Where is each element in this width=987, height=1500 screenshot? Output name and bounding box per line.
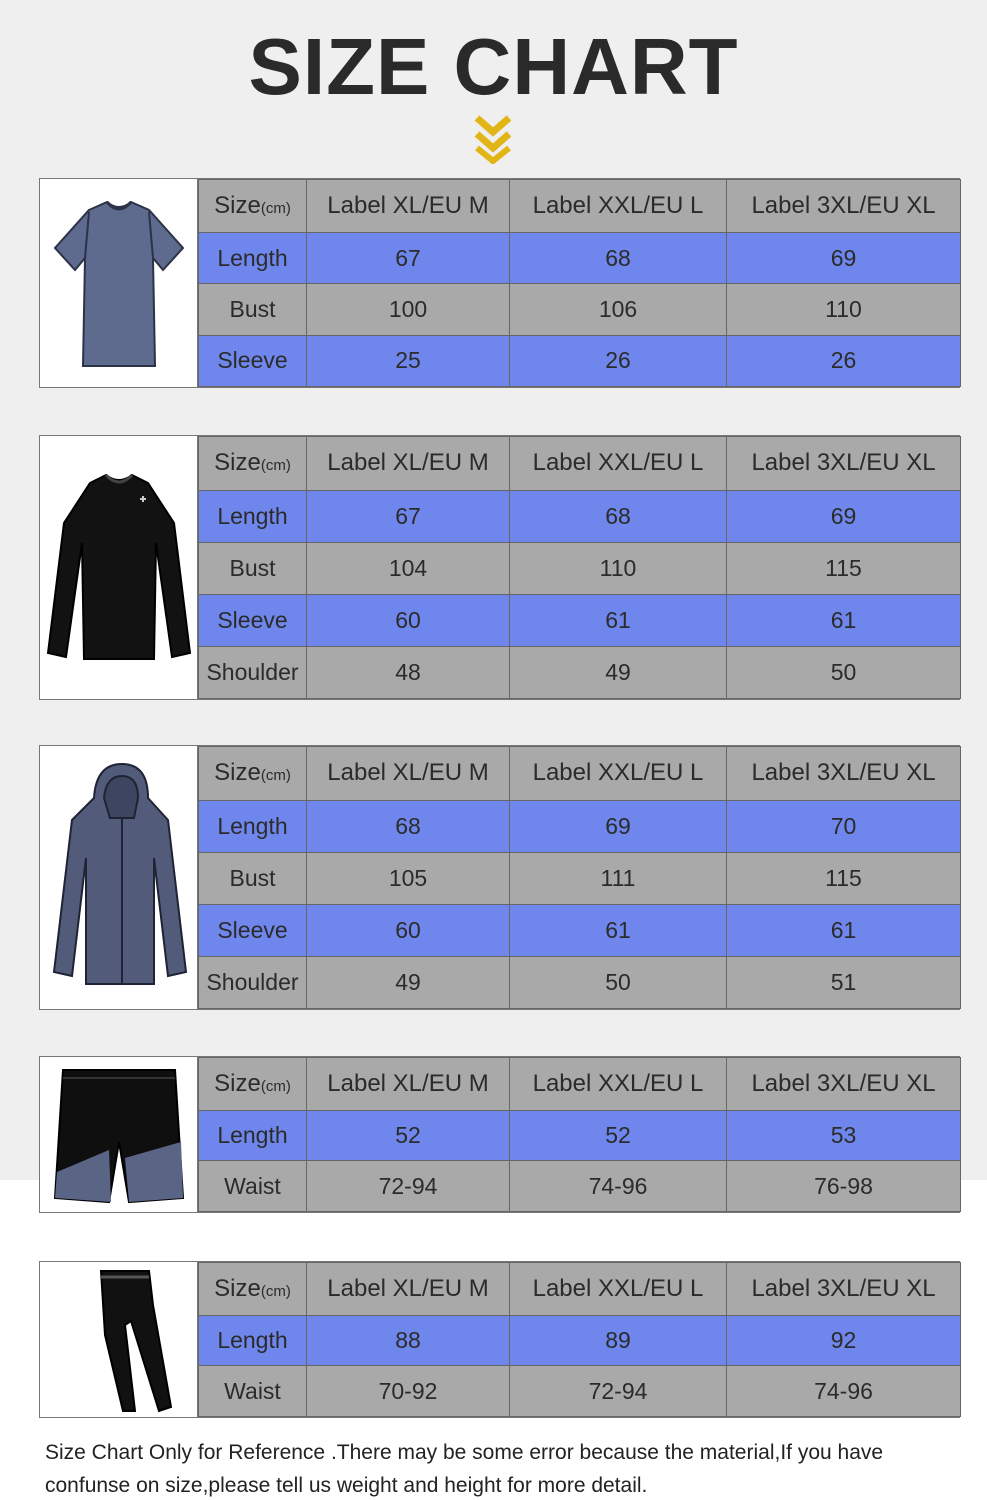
table-cell: 92 <box>727 1315 961 1366</box>
table-cell: 52 <box>510 1110 727 1161</box>
size-table-leggings <box>39 1261 960 1418</box>
size-table-short-sleeve <box>39 178 960 388</box>
column-header: Label XL/EU M <box>307 747 510 801</box>
table-cell: 49 <box>510 646 727 698</box>
table-cell: 60 <box>307 904 510 956</box>
column-header: Label XL/EU M <box>307 1263 510 1316</box>
row-label: Length <box>199 1315 307 1366</box>
column-header: Label 3XL/EU XL <box>727 747 961 801</box>
table-cell: 76-98 <box>727 1161 961 1212</box>
column-header: Label XXL/EU L <box>510 747 727 801</box>
table-row <box>199 646 961 698</box>
column-header: Label XXL/EU L <box>510 180 727 233</box>
product-photo <box>40 179 198 387</box>
table-row <box>199 490 961 542</box>
size-table-shorts <box>39 1056 960 1213</box>
table-row <box>199 284 961 335</box>
table-cell: 50 <box>510 956 727 1008</box>
table-cell: 111 <box>510 852 727 904</box>
row-label: Sleeve <box>199 594 307 646</box>
column-header: Label 3XL/EU XL <box>727 437 961 491</box>
table-header-row <box>199 437 961 491</box>
row-label: Length <box>199 1110 307 1161</box>
table-cell: 52 <box>307 1110 510 1161</box>
row-label: Bust <box>199 542 307 594</box>
table-row <box>199 1161 961 1212</box>
table-cell: 70-92 <box>307 1366 510 1417</box>
table-row <box>199 335 961 386</box>
table-cell: 89 <box>510 1315 727 1366</box>
table-cell: 72-94 <box>510 1366 727 1417</box>
table-cell: 53 <box>727 1110 961 1161</box>
table-row <box>199 1315 961 1366</box>
leggings-icon <box>49 1265 189 1415</box>
table-row <box>199 904 961 956</box>
column-header: Label XL/EU M <box>307 437 510 491</box>
table-cell: 61 <box>510 594 727 646</box>
table-header-row <box>199 180 961 233</box>
table-cell: 69 <box>727 233 961 284</box>
size-table-long-sleeve <box>39 435 960 700</box>
row-label: Shoulder <box>199 646 307 698</box>
column-header: Label 3XL/EU XL <box>727 1058 961 1111</box>
size-header-cell: Size(cm) <box>199 437 307 491</box>
size-header-cell: Size(cm) <box>199 1058 307 1111</box>
table-cell: 104 <box>307 542 510 594</box>
long-sleeve-shirt-icon <box>44 453 194 683</box>
table-row <box>199 542 961 594</box>
table-cell: 61 <box>727 594 961 646</box>
table-row <box>199 956 961 1008</box>
size-header-cell: Size(cm) <box>199 180 307 233</box>
table-row <box>199 852 961 904</box>
table-cell: 115 <box>727 542 961 594</box>
table-cell: 106 <box>510 284 727 335</box>
product-photo <box>40 1057 198 1212</box>
table-row <box>199 1366 961 1417</box>
row-label: Sleeve <box>199 904 307 956</box>
table-cell: 68 <box>510 233 727 284</box>
product-photo <box>40 1262 198 1417</box>
row-label: Shoulder <box>199 956 307 1008</box>
table-cell: 70 <box>727 800 961 852</box>
short-sleeve-shirt-icon <box>49 188 189 378</box>
table-row <box>199 233 961 284</box>
column-header: Label XL/EU M <box>307 1058 510 1111</box>
table-cell: 69 <box>727 490 961 542</box>
chevron-down-icon <box>474 112 512 164</box>
table-header-row <box>199 1263 961 1316</box>
disclaimer-note: Size Chart Only for Reference .There may be some error because the material,If you have confunse on size,please tell us weight and height for more detail. <box>45 1441 884 1497</box>
size-table-hoodie <box>39 745 960 1010</box>
table-row <box>199 594 961 646</box>
table-cell: 67 <box>307 233 510 284</box>
product-photo <box>40 436 198 699</box>
table-cell: 74-96 <box>727 1366 961 1417</box>
row-label: Length <box>199 800 307 852</box>
table-cell: 74-96 <box>510 1161 727 1212</box>
row-label: Waist <box>199 1366 307 1417</box>
row-label: Length <box>199 233 307 284</box>
size-header-cell: Size(cm) <box>199 1263 307 1316</box>
row-label: Bust <box>199 284 307 335</box>
table-header-row <box>199 747 961 801</box>
column-header: Label 3XL/EU XL <box>727 180 961 233</box>
table-cell: 67 <box>307 490 510 542</box>
table-cell: 61 <box>727 904 961 956</box>
column-header: Label XL/EU M <box>307 180 510 233</box>
table-cell: 110 <box>727 284 961 335</box>
table-cell: 105 <box>307 852 510 904</box>
column-header: Label XXL/EU L <box>510 1058 727 1111</box>
table-cell: 100 <box>307 284 510 335</box>
table-cell: 50 <box>727 646 961 698</box>
table-cell: 61 <box>510 904 727 956</box>
table-row <box>199 1110 961 1161</box>
table-cell: 51 <box>727 956 961 1008</box>
column-header: Label 3XL/EU XL <box>727 1263 961 1316</box>
table-cell: 49 <box>307 956 510 1008</box>
table-cell: 60 <box>307 594 510 646</box>
table-cell: 72-94 <box>307 1161 510 1212</box>
product-photo <box>40 746 198 1009</box>
table-cell: 69 <box>510 800 727 852</box>
table-row <box>199 800 961 852</box>
hoodie-icon <box>44 758 194 998</box>
page-title: SIZE CHART <box>248 22 739 111</box>
row-label: Waist <box>199 1161 307 1212</box>
table-cell: 48 <box>307 646 510 698</box>
table-cell: 26 <box>727 335 961 386</box>
row-label: Sleeve <box>199 335 307 386</box>
table-cell: 88 <box>307 1315 510 1366</box>
table-cell: 68 <box>307 800 510 852</box>
column-header: Label XXL/EU L <box>510 1263 727 1316</box>
row-label: Length <box>199 490 307 542</box>
column-header: Label XXL/EU L <box>510 437 727 491</box>
shorts-icon <box>49 1062 189 1207</box>
row-label: Bust <box>199 852 307 904</box>
table-cell: 25 <box>307 335 510 386</box>
table-header-row <box>199 1058 961 1111</box>
table-cell: 110 <box>510 542 727 594</box>
table-cell: 68 <box>510 490 727 542</box>
table-cell: 26 <box>510 335 727 386</box>
table-cell: 115 <box>727 852 961 904</box>
size-header-cell: Size(cm) <box>199 747 307 801</box>
